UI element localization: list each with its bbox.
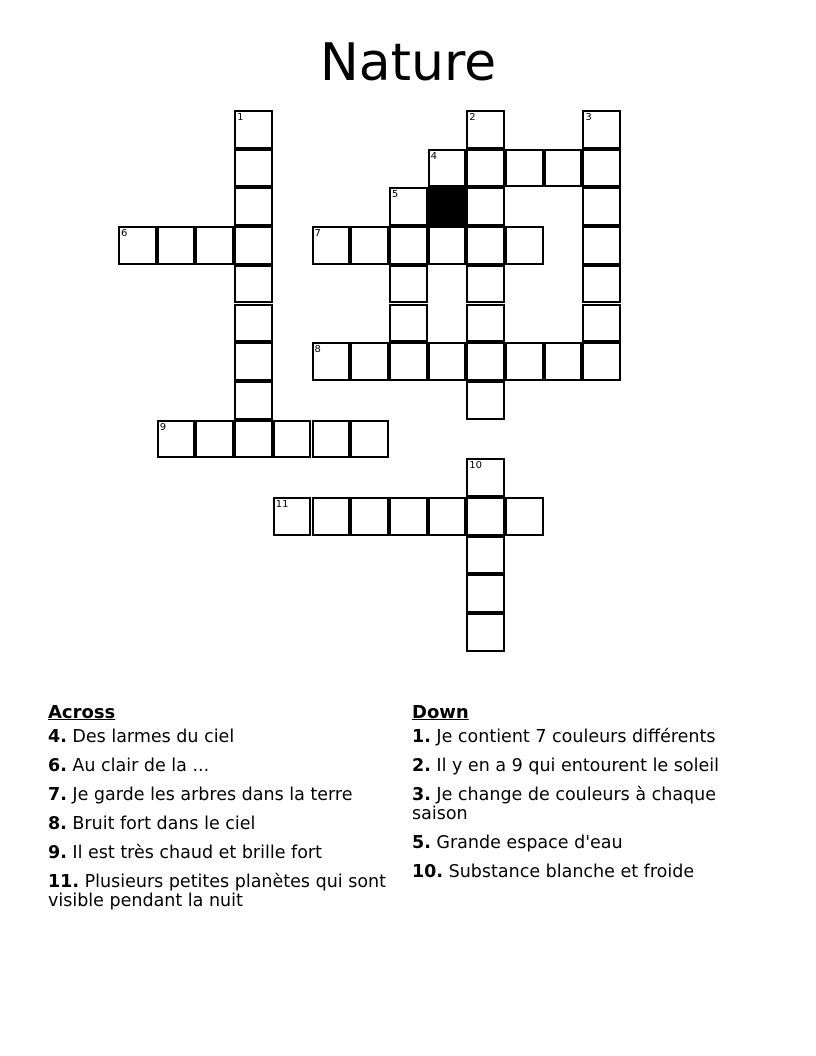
crossword-cell[interactable]	[234, 226, 273, 265]
clue-number-label: 3	[585, 112, 592, 123]
crossword-cell[interactable]	[582, 187, 621, 226]
crossword-cell[interactable]	[544, 342, 583, 381]
crossword-cell[interactable]	[466, 304, 505, 343]
crossword-cell[interactable]	[428, 226, 467, 265]
down-heading: Down	[412, 702, 469, 723]
crossword-cell[interactable]	[466, 265, 505, 304]
crossword-cell[interactable]	[312, 342, 351, 381]
crossword-cell[interactable]	[428, 342, 467, 381]
clue-number: 1	[412, 727, 425, 747]
clue-text: Substance blanche et froide	[448, 862, 695, 882]
crossword-black-cell	[428, 187, 467, 226]
crossword-cell[interactable]	[389, 304, 428, 343]
crossword-cell[interactable]	[350, 420, 389, 459]
down-clues	[412, 702, 752, 882]
across-clue: 11. Plusieurs petites planètes qui sont visible pendant la nuit	[48, 872, 386, 911]
crossword-cell[interactable]	[273, 497, 312, 536]
clue-number-label: 10	[469, 460, 483, 472]
crossword-cell[interactable]	[195, 420, 234, 459]
crossword-cell[interactable]	[389, 187, 428, 226]
clue-text: Bruit fort dans le ciel	[72, 814, 256, 834]
clue-text: Je change de couleurs à chaque saison	[412, 785, 717, 824]
crossword-cell[interactable]	[582, 226, 621, 265]
crossword-cell[interactable]	[582, 265, 621, 304]
crossword-cell[interactable]	[582, 149, 621, 188]
crossword-cell[interactable]	[234, 110, 273, 149]
clue-number-label: 2	[469, 112, 476, 123]
crossword-cell[interactable]	[350, 342, 389, 381]
crossword-cell[interactable]	[466, 187, 505, 226]
down-clue: 1. Je contient 7 couleurs différents	[412, 727, 716, 747]
crossword-cell[interactable]	[466, 574, 505, 613]
clue-number-label: 1	[237, 112, 244, 123]
across-clue: 7. Je garde les arbres dans la terre	[48, 785, 353, 805]
crossword-cell[interactable]	[234, 342, 273, 381]
crossword-cell[interactable]	[466, 226, 505, 265]
crossword-cell[interactable]	[389, 497, 428, 536]
clue-number-label: 5	[391, 189, 399, 201]
crossword-cell[interactable]	[389, 226, 428, 265]
crossword-cell[interactable]	[466, 149, 505, 188]
clue-text: Grande espace d'eau	[436, 833, 623, 853]
clue-number-label: 7	[314, 228, 321, 240]
crossword-cell[interactable]	[428, 497, 467, 536]
crossword-cell[interactable]	[505, 497, 544, 536]
clue-text: Au clair de la ...	[72, 756, 210, 776]
crossword-cell[interactable]	[466, 536, 505, 575]
crossword-cell[interactable]	[312, 497, 351, 536]
across-clues	[48, 702, 388, 911]
crossword-cell[interactable]	[273, 420, 312, 459]
crossword-cell[interactable]	[466, 342, 505, 381]
down-clue: 5. Grande espace d'eau	[412, 833, 623, 853]
clue-number: 4	[48, 727, 61, 747]
down-clue: 2. Il y en a 9 qui entourent le soleil	[412, 756, 719, 776]
crossword-cell[interactable]	[312, 420, 351, 459]
crossword-cell[interactable]	[389, 265, 428, 304]
crossword-cell[interactable]	[466, 110, 505, 149]
crossword-cell[interactable]	[505, 226, 544, 265]
clue-number: 11	[48, 872, 73, 892]
crossword-cell[interactable]	[582, 110, 621, 149]
clue-number: 6	[48, 756, 61, 776]
clue-text: Il est très chaud et brille fort	[72, 843, 322, 863]
crossword-cell[interactable]	[582, 304, 621, 343]
crossword-cell[interactable]	[466, 381, 505, 420]
clue-text: Je contient 7 couleurs différents	[436, 727, 716, 747]
clue-number: 9	[48, 843, 61, 863]
clue-number: 5	[412, 833, 425, 853]
crossword-cell[interactable]	[544, 149, 583, 188]
across-clue: 9. Il est très chaud et brille fort	[48, 843, 322, 863]
crossword-cell[interactable]	[234, 381, 273, 420]
across-clue: 6. Au clair de la ...	[48, 756, 210, 776]
crossword-cell[interactable]	[466, 458, 505, 497]
crossword-cell[interactable]	[157, 420, 196, 459]
crossword-cell[interactable]	[350, 226, 389, 265]
crossword-cell[interactable]	[582, 342, 621, 381]
crossword-cell[interactable]	[466, 613, 505, 652]
crossword-cell[interactable]	[195, 226, 234, 265]
clue-text: Il y en a 9 qui entourent le soleil	[436, 756, 719, 776]
clue-number-label: 8	[314, 344, 321, 356]
clue-number: 10	[412, 862, 437, 882]
clue-number: 3	[412, 785, 425, 805]
puzzle-title: Nature	[319, 33, 497, 93]
crossword-cell[interactable]	[428, 149, 467, 188]
crossword-cell[interactable]	[157, 226, 196, 265]
down-clue: 10. Substance blanche et froide	[412, 862, 695, 882]
clue-text: Des larmes du ciel	[72, 727, 235, 747]
clue-number-label: 9	[159, 421, 167, 433]
across-heading: Across	[48, 702, 116, 723]
across-clue: 8. Bruit fort dans le ciel	[48, 814, 256, 834]
clue-text: Je garde les arbres dans la terre	[72, 785, 353, 805]
clue-number: 7	[48, 785, 61, 805]
clue-number-label: 4	[430, 150, 437, 162]
clue-number: 2	[412, 756, 425, 776]
crossword-cell[interactable]	[350, 497, 389, 536]
crossword-cell[interactable]	[234, 149, 273, 188]
crossword-cell[interactable]	[312, 226, 351, 265]
crossword-cell[interactable]	[389, 342, 428, 381]
crossword-cell[interactable]	[234, 265, 273, 304]
clue-number: 8	[48, 814, 61, 834]
crossword-cell[interactable]	[234, 304, 273, 343]
clue-number-label: 11	[275, 499, 289, 510]
crossword-cell[interactable]	[234, 420, 273, 459]
crossword-cell[interactable]	[505, 342, 544, 381]
crossword-cell[interactable]	[118, 226, 157, 265]
crossword-cell[interactable]	[505, 149, 544, 188]
clue-text: Plusieurs petites planètes qui sont visible pendant la nuit	[48, 872, 386, 911]
down-clue: 3. Je change de couleurs à chaque saison	[412, 785, 717, 824]
crossword-cell[interactable]	[466, 497, 505, 536]
across-clue: 4. Des larmes du ciel	[48, 727, 235, 747]
crossword-cell[interactable]	[234, 187, 273, 226]
clue-number-label: 6	[121, 228, 128, 240]
